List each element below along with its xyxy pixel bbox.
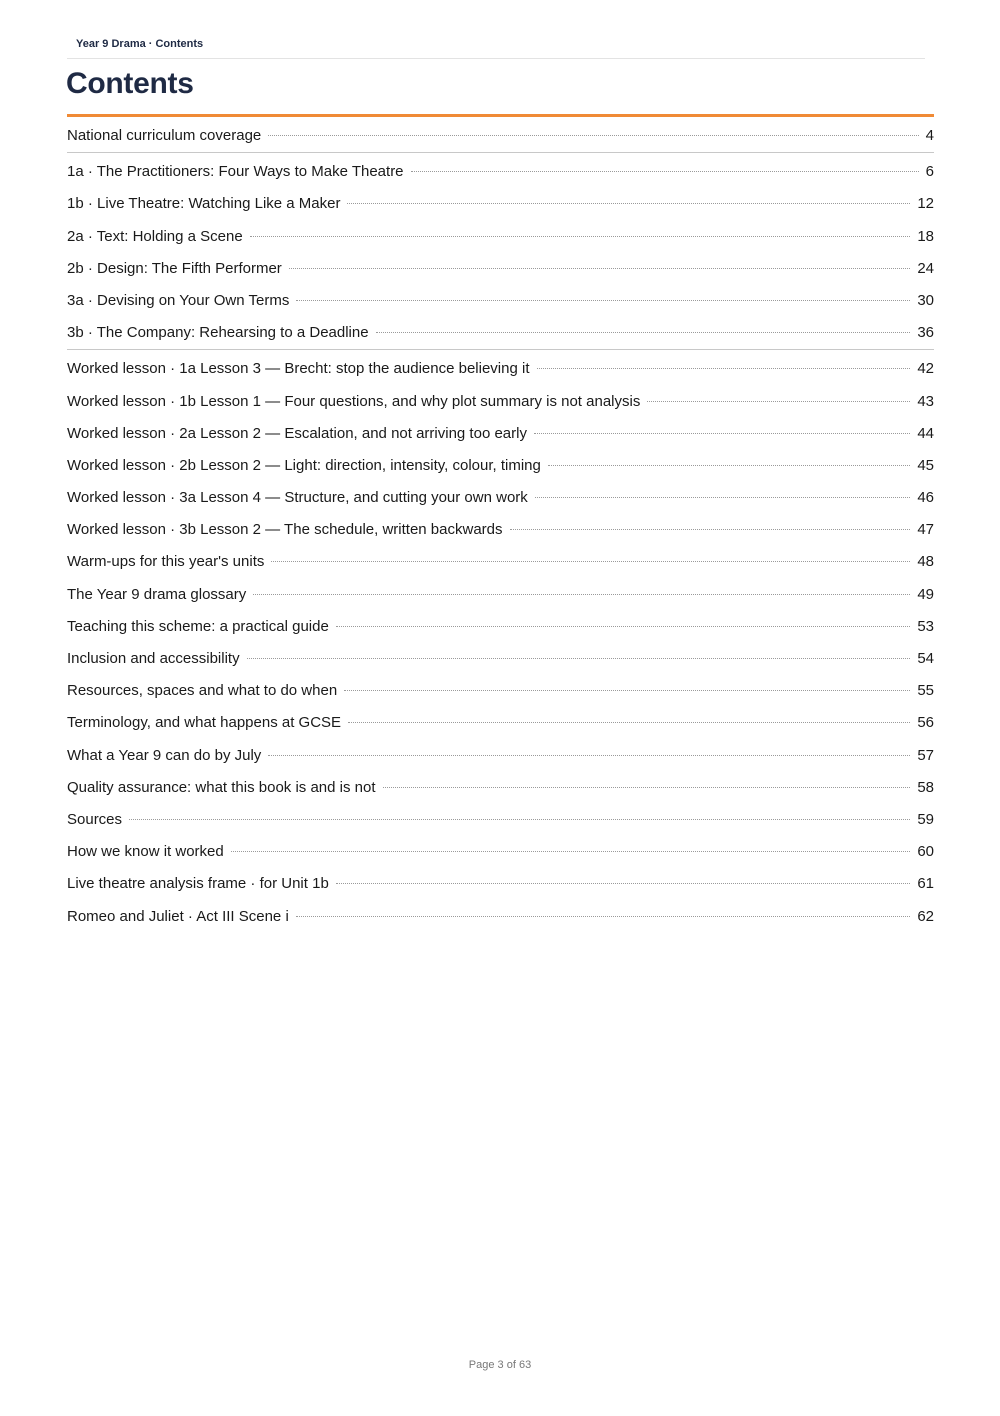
toc-entry-title: Worked lesson · 2a Lesson 2 — Escalation, and not arriving too early	[67, 424, 527, 442]
dot-leader	[129, 819, 910, 820]
toc-entry-page-number: 45	[917, 456, 934, 474]
toc-entry[interactable]	[67, 643, 934, 675]
toc-group	[67, 120, 934, 152]
toc-entry-title: 1a · The Practitioners: Four Ways to Make Theatre	[67, 163, 404, 181]
toc-entry-page-number: 47	[917, 521, 934, 539]
dot-leader	[336, 883, 911, 884]
toc-entry-title: Worked lesson · 3a Lesson 4 — Structure, and cutting your own work	[67, 489, 528, 507]
toc-entry[interactable]	[67, 353, 934, 385]
toc-group	[67, 353, 934, 932]
dot-leader	[336, 626, 911, 627]
dot-leader	[247, 658, 911, 659]
toc-entry[interactable]	[67, 675, 934, 707]
toc-entry[interactable]	[67, 418, 934, 450]
toc-entry-title: 1b · Live Theatre: Watching Like a Maker	[67, 195, 341, 213]
page-title: Contents	[66, 67, 194, 100]
page-footer: Page 3 of 63	[468, 1359, 532, 1371]
dot-leader	[383, 787, 911, 788]
dot-leader	[535, 497, 911, 498]
toc-entry-title: Worked lesson · 1a Lesson 3 — Brecht: stop the audience believing it	[67, 360, 530, 378]
running-head: Year 9 Drama · Contents	[76, 38, 204, 50]
section-divider	[67, 152, 934, 153]
toc-entry[interactable]	[67, 482, 934, 514]
toc-entry[interactable]	[67, 514, 934, 546]
toc-entry-title: Teaching this scheme: a practical guide	[67, 617, 329, 635]
toc-entry-title: What a Year 9 can do by July	[67, 746, 262, 764]
toc-entry-page-number: 55	[917, 682, 934, 700]
toc-entry-title: Live theatre analysis frame · for Unit 1b	[67, 875, 329, 893]
toc-entry-page-number: 53	[917, 617, 934, 635]
toc-entry-page-number: 58	[917, 778, 934, 796]
table-of-contents	[67, 117, 934, 933]
toc-entry-page-number: 36	[917, 324, 934, 342]
dot-leader	[347, 203, 910, 204]
section-divider	[67, 349, 934, 350]
toc-entry-title: Worked lesson · 2b Lesson 2 — Light: direction, intensity, colour, timing	[67, 456, 541, 474]
toc-entry-page-number: 43	[917, 392, 934, 410]
toc-entry[interactable]	[67, 317, 934, 349]
toc-entry-page-number: 54	[917, 650, 934, 667]
toc-entry[interactable]	[67, 285, 934, 317]
toc-entry[interactable]	[67, 579, 934, 611]
toc-entry-page-number: 18	[917, 227, 934, 245]
toc-group	[67, 156, 934, 349]
toc-entry-title: 2a · Text: Holding a Scene	[67, 227, 243, 245]
toc-entry-page-number: 24	[917, 259, 934, 277]
toc-entry-page-number: 57	[917, 746, 934, 764]
toc-entry-page-number: 44	[917, 424, 934, 442]
toc-entry-title: 2b · Design: The Fifth Performer	[67, 259, 282, 277]
dot-leader	[250, 236, 911, 237]
toc-entry-page-number: 46	[917, 489, 934, 507]
toc-entry-page-number: 59	[917, 810, 934, 828]
toc-entry[interactable]	[67, 386, 934, 418]
toc-entry-page-number: 61	[917, 875, 934, 893]
dot-leader	[296, 300, 910, 301]
dot-leader	[647, 401, 910, 402]
toc-entry[interactable]	[67, 253, 934, 285]
dot-leader	[348, 722, 910, 723]
toc-entry-page-number: 6	[925, 163, 934, 181]
toc-entry[interactable]	[67, 804, 934, 836]
toc-entry-title: Worked lesson · 1b Lesson 1 — Four questions, and why plot summary is not analysis	[67, 392, 641, 410]
toc-entry[interactable]	[67, 901, 934, 933]
toc-entry[interactable]	[67, 120, 934, 152]
toc-entry[interactable]	[67, 611, 934, 643]
dot-leader	[510, 529, 911, 530]
toc-entry-title: How we know it worked	[67, 843, 224, 861]
toc-entry[interactable]	[67, 546, 934, 578]
toc-entry-title: The Year 9 drama glossary	[67, 585, 247, 603]
toc-entry-title: Inclusion and accessibility	[67, 650, 240, 667]
toc-entry[interactable]	[67, 868, 934, 900]
toc-entry-page-number: 4	[925, 127, 934, 144]
dot-leader	[534, 433, 910, 434]
toc-entry-title: Romeo and Juliet · Act III Scene i	[67, 907, 289, 925]
dot-leader	[376, 332, 911, 333]
toc-entry-page-number: 56	[917, 714, 934, 732]
dot-leader	[548, 465, 910, 466]
toc-entry[interactable]	[67, 221, 934, 253]
toc-entry-page-number: 30	[917, 291, 934, 309]
toc-entry-title: Terminology, and what happens at GCSE	[67, 714, 342, 732]
dot-leader	[289, 268, 911, 269]
dot-leader	[268, 755, 910, 756]
toc-entry[interactable]	[67, 450, 934, 482]
toc-entry-title: 3a · Devising on Your Own Terms	[67, 291, 290, 309]
toc-entry-title: 3b · The Company: Rehearsing to a Deadline	[67, 324, 369, 342]
toc-entry[interactable]	[67, 707, 934, 739]
toc-entry-title: Quality assurance: what this book is and is not	[67, 778, 376, 796]
toc-entry-title: Worked lesson · 3b Lesson 2 — The schedule, written backwards	[67, 521, 503, 539]
toc-entry-title: Resources, spaces and what to do when	[67, 682, 338, 700]
dot-leader	[296, 916, 911, 917]
toc-entry-title: National curriculum coverage	[67, 127, 262, 144]
toc-entry-title: Warm-ups for this year's units	[67, 553, 265, 571]
toc-entry[interactable]	[67, 772, 934, 804]
toc-entry[interactable]	[67, 836, 934, 868]
dot-leader	[231, 851, 911, 852]
toc-entry-page-number: 42	[917, 360, 934, 378]
toc-entry[interactable]	[67, 188, 934, 220]
dot-leader	[268, 135, 918, 136]
toc-entry-page-number: 62	[917, 907, 934, 925]
dot-leader	[344, 690, 910, 691]
dot-leader	[271, 561, 910, 562]
toc-entry-page-number: 49	[917, 585, 934, 603]
toc-entry-page-number: 12	[917, 195, 934, 213]
dot-leader	[253, 594, 910, 595]
toc-entry[interactable]	[67, 740, 934, 772]
toc-entry[interactable]	[67, 156, 934, 188]
dot-leader	[537, 368, 911, 369]
dot-leader	[411, 171, 919, 172]
toc-entry-page-number: 48	[917, 553, 934, 571]
toc-entry-title: Sources	[67, 810, 123, 828]
toc-entry-page-number: 60	[917, 843, 934, 861]
header-divider	[67, 58, 925, 59]
